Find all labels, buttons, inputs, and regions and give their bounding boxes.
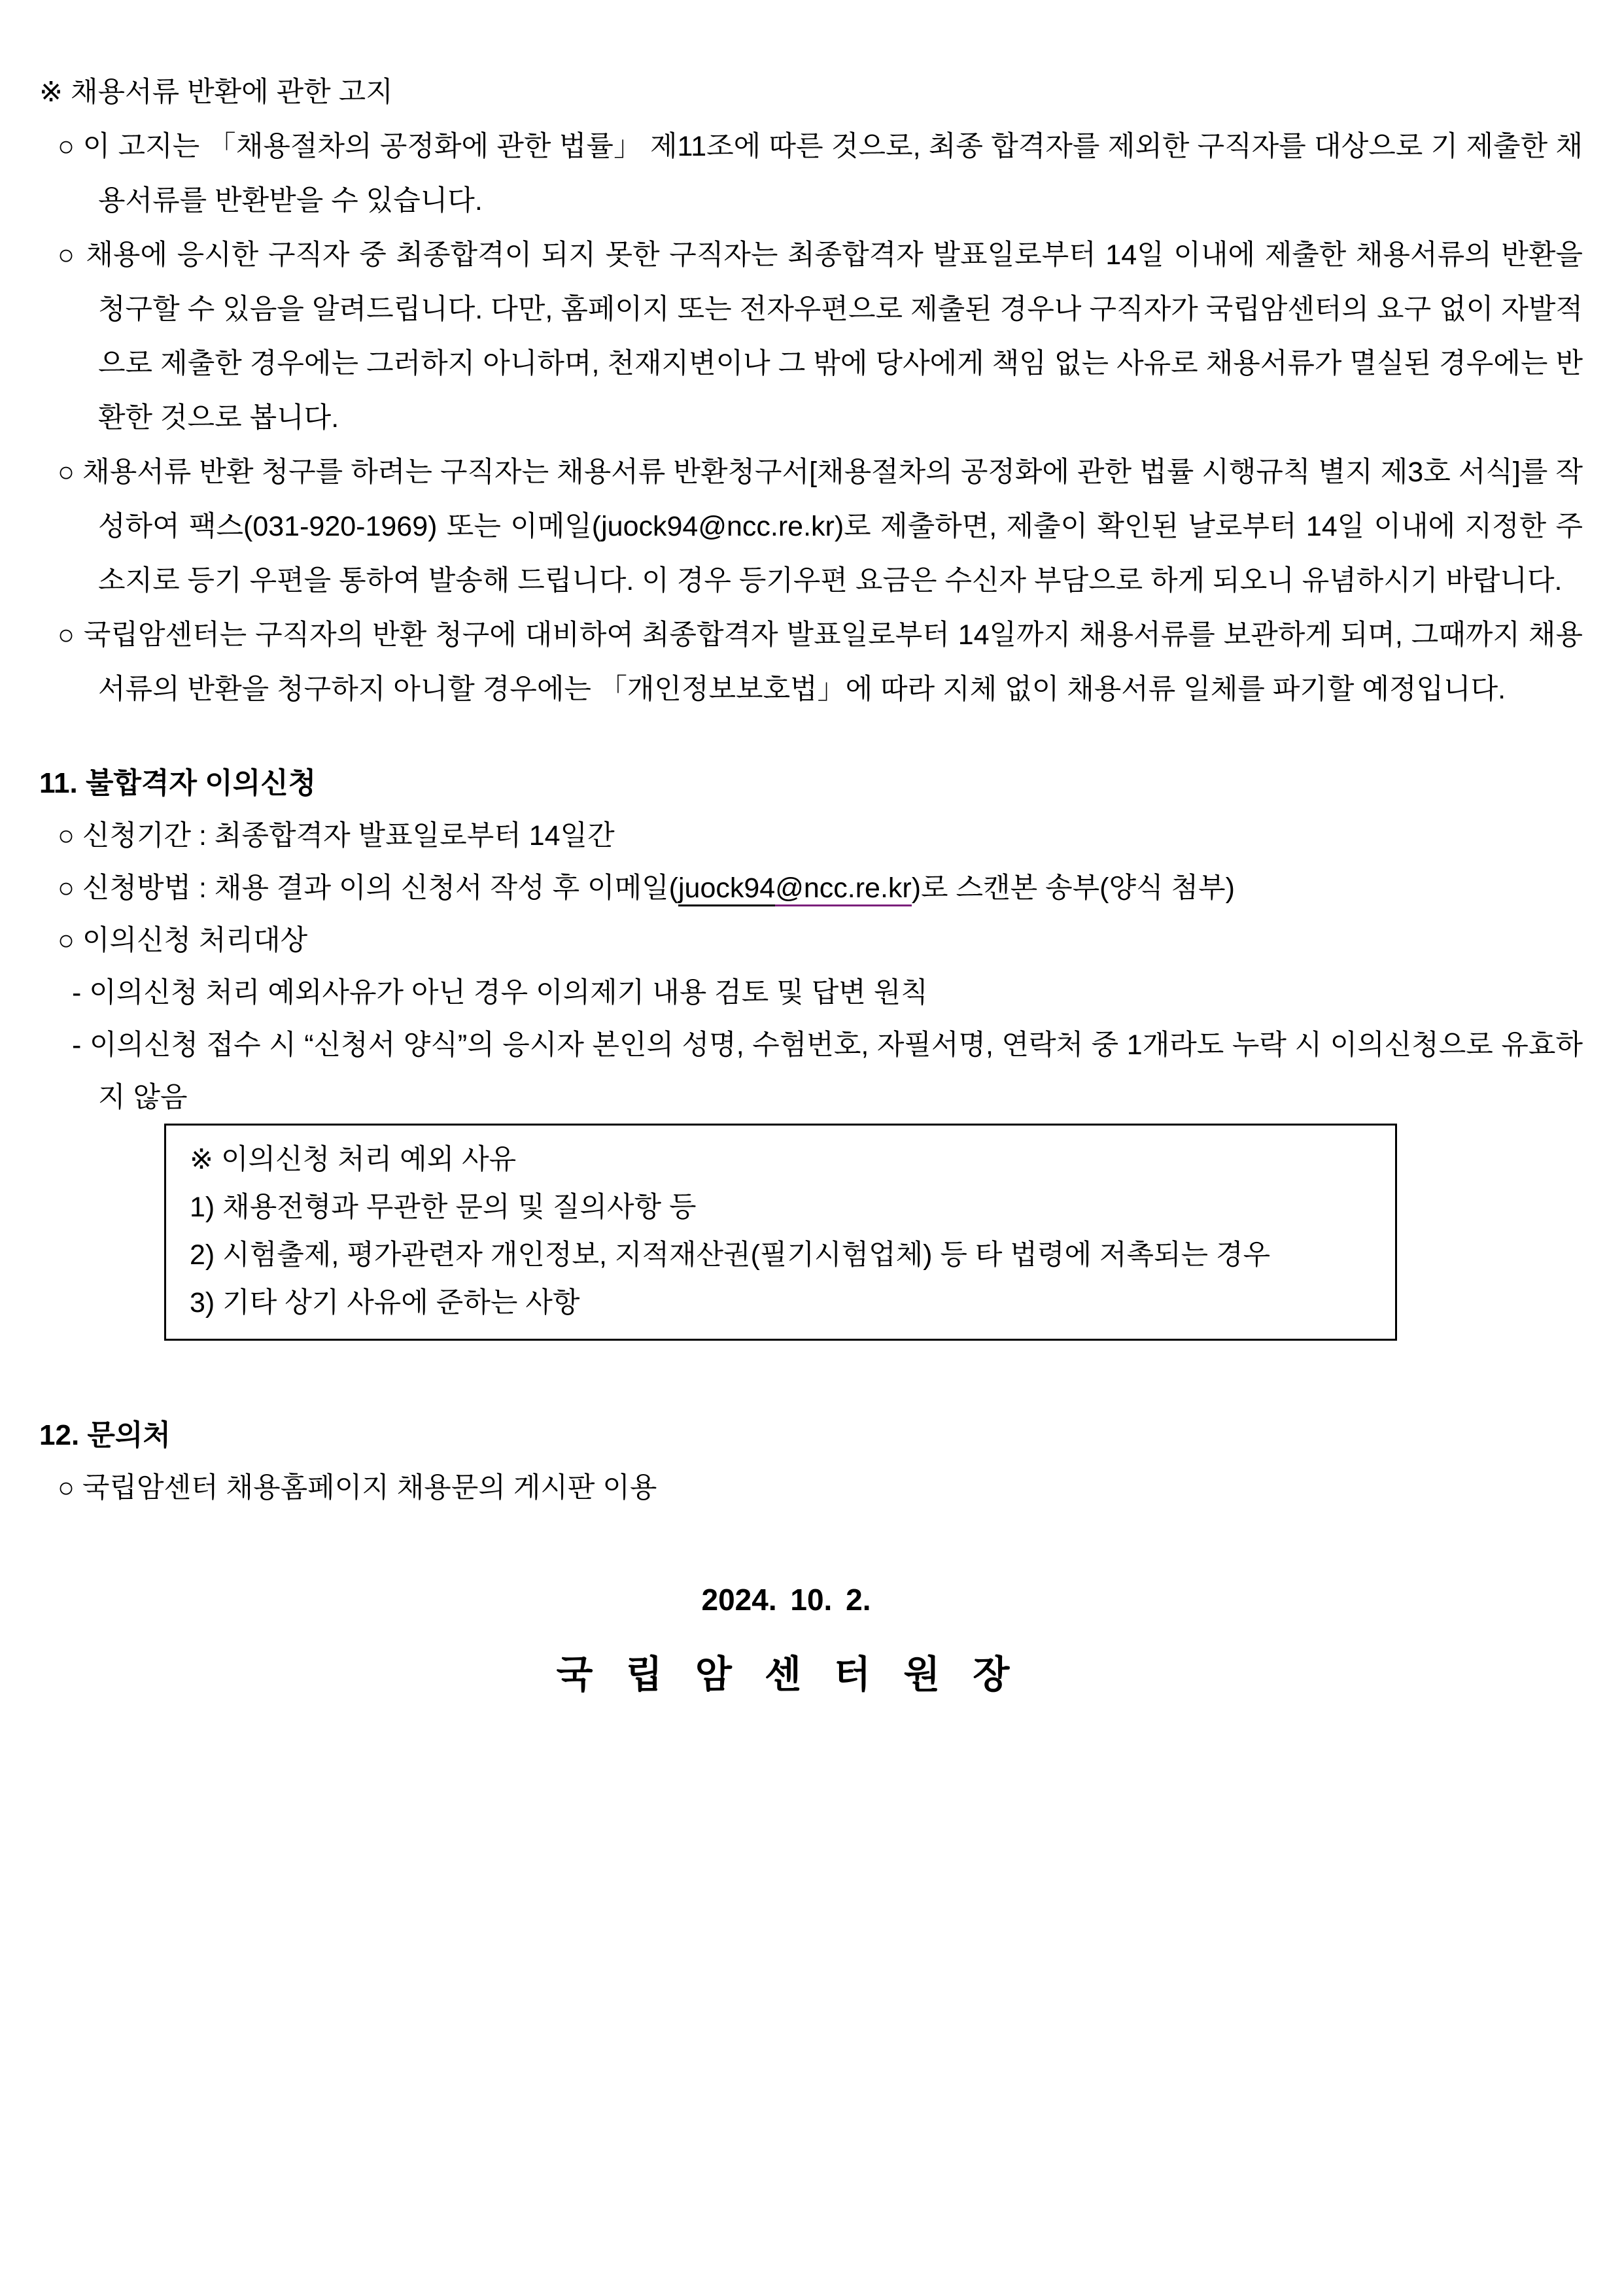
email-link-user[interactable]: juock94: [678, 872, 775, 906]
email-link-domain[interactable]: @ncc.re.kr: [775, 872, 912, 906]
issuer-signature: 국 립 암 센 터 원 장: [556, 1653, 1016, 1696]
section-11-heading: 11. 불합격자 이의신청: [39, 767, 317, 799]
section-11-bullet-method: [58, 862, 1583, 914]
section-11-dash-required-fields: - 이의신청 접수 시 “신청서 양식”의 응시자 본인의 성명, 수험번호, 자필서명, 연락처 중 1개라도 누락 시 이의신청으로 유효하지 않음: [72, 1029, 1583, 1113]
issue-date: 2024. 10. 2.: [701, 1583, 871, 1617]
notice-title: ※ 채용서류 반환에 관한 고지: [39, 77, 393, 108]
exception-reasons-box: [164, 1124, 1397, 1341]
section-11-bullet-target: ○ 이의신청 처리대상: [58, 925, 308, 956]
exception-box-item-2: 2) 시험출제, 평가관련자 개인정보, 지적재산권(필기시험업체) 등 타 법령에 저촉되는 경우: [190, 1239, 1271, 1271]
notice-bullet-return-law: ○ 이 고지는 「채용절차의 공정화에 관한 법률」 제11조에 따른 것으로, 최종 합격자를 제외한 구직자를 대상으로 기 제출한 채용서류를 반환받을 수 있습니다.: [58, 131, 1583, 216]
section-12-bullet-contact: ○ 국립암센터 채용홈페이지 채용문의 게시판 이용: [58, 1472, 657, 1504]
exception-box-item-1: 1) 채용전형과 무관한 문의 및 질의사항 등: [190, 1192, 697, 1223]
notice-bullet-retention: ○ 국립암센터는 구직자의 반환 청구에 대비하여 최종합격자 발표일로부터 14일까지 채용서류를 보관하게 되며, 그때까지 채용서류의 반환을 청구하지 아니할 경우에는 「개인정보보호법」에 따라 지체 없이 채용서류 일체를 파기할 예정입니다.: [58, 619, 1583, 705]
notice-bullet-claim-period: ○ 채용에 응시한 구직자 중 최종합격이 되지 못한 구직자는 최종합격자 발표일로부터 14일 이내에 제출한 채용서류의 반환을 청구할 수 있음을 알려드립니다. 다만, 홈페이지 또는 전자우편으로 제출된 경우나 구직자가 국립암센터의 요구 없이 자발적으로 제출한 경우에는 그러하지 아니하며, 천재지변이나 그 밖에 당사에게 책임 없는 사유로 채용서류가 멸실된 경우에는 반환한 것으로 봅니다.: [58, 239, 1583, 434]
notice-bullet-claim-method: ○ 채용서류 반환 청구를 하려는 구직자는 채용서류 반환청구서[채용절차의 공정화에 관한 법률 시행규칙 별지 제3호 서식]를 작성하여 팩스(031-920-1969) 또는 이메일(juock94@ncc.re.kr)로 제출하면, 제출이 확인된 날로부터 14일 이내에 지정한 주소지로 등기 우편을 통하여 발송해 드립니다. 이 경우 등기우편 요금은 수신자 부담으로 하게 되오니 유념하시기 바랍니다.: [58, 456, 1583, 596]
method-text-suffix: )로 스캔본 송부(양식 첨부): [911, 872, 1235, 904]
method-text-prefix: ○ 신청방법 : 채용 결과 이의 신청서 작성 후 이메일(: [58, 872, 678, 904]
section-12-heading: 12. 문의처: [39, 1419, 171, 1451]
section-11-dash-review-principle: - 이의신청 처리 예외사유가 아닌 경우 이의제기 내용 검토 및 답변 원칙: [72, 977, 928, 1008]
exception-box-title: ※ 이의신청 처리 예외 사유: [190, 1144, 517, 1175]
section-11-bullet-period: ○ 신청기간 : 최종합격자 발표일로부터 14일간: [58, 820, 615, 852]
exception-box-item-3: 3) 기타 상기 사유에 준하는 사항: [190, 1287, 580, 1318]
